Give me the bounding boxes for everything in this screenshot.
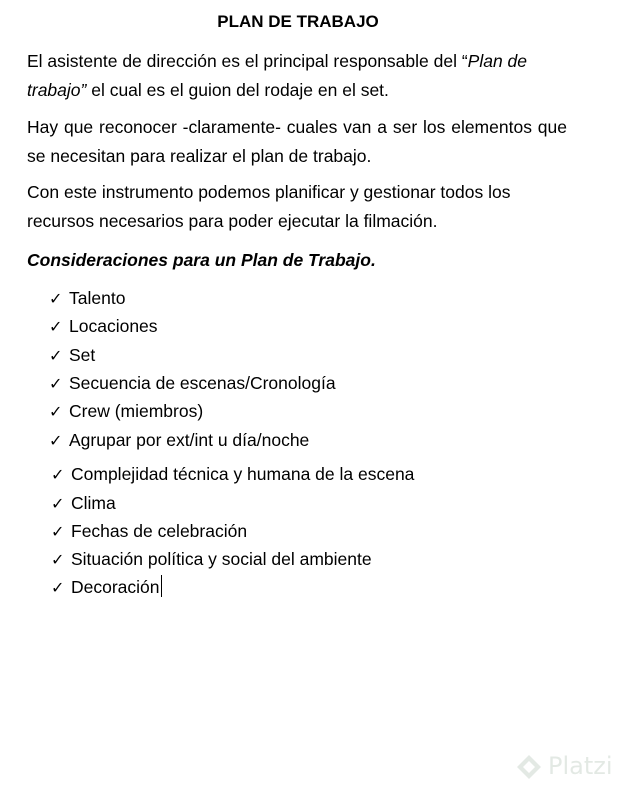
paragraph-instrument: Con este instrumento podemos planificar y gestionar todos los recursos necesarios para poder ejecutar la filmación. [27,182,511,231]
checklist-item-text: Talento [69,288,126,308]
checklist-item [49,341,95,369]
checkmark-icon: ✓ [51,496,65,513]
checklist-item [49,369,336,397]
paragraph-intro [27,47,567,105]
platzi-logo-icon [516,754,542,780]
checklist-item [49,284,125,312]
checkmark-icon: ✓ [51,467,65,484]
checklist-item [51,489,116,517]
checkmark-icon: ✓ [51,580,65,597]
checklist-item-text: Agrupar por ext/int u día/noche [69,430,310,450]
document-title: PLAN DE TRABAJO [217,12,379,31]
paragraph-intro-italic: Plan de trabajo” [27,51,528,100]
checklist-item-text: Situación política y social del ambiente [71,549,372,569]
checkmark-icon: ✓ [49,348,63,365]
checklist-item-text: Locaciones [69,316,158,336]
checkmark-icon: ✓ [49,291,63,308]
checklist-item-text: Complejidad técnica y humana de la escena [71,464,415,484]
checkmark-icon: ✓ [49,319,63,336]
paragraph-intro-text: El asistente de dirección es el principal responsable del “ [27,51,468,71]
checklist-item [49,397,203,425]
checkmark-icon: ✓ [49,404,63,421]
checkmark-icon: ✓ [49,433,63,450]
text-cursor[interactable] [161,575,162,597]
checklist-item-text: Fechas de celebración [71,521,248,541]
checklist-item [51,460,414,488]
checkmark-icon: ✓ [51,552,65,569]
paragraph-elements: Hay que reconocer -claramente- cuales van a ser los elementos que se necesitan para realizar el plan de trabajo. [27,117,567,166]
checklist-item [51,545,372,573]
checklist-item [51,517,247,545]
checklist-item-text: Decoración [71,577,160,597]
paragraph-intro-rest: el cual es el guion del rodaje en el set. [86,80,389,100]
watermark-brand: Platzi [548,752,613,780]
platzi-watermark [516,750,614,782]
checklist-item-text: Set [69,345,96,365]
checkmark-icon: ✓ [51,524,65,541]
section-heading: Consideraciones para un Plan de Trabajo. [27,250,376,270]
checklist-item-text: Crew (miembros) [69,401,204,421]
checklist-item-text: Clima [71,493,116,513]
checklist-item [51,573,162,601]
checklist-item [49,426,309,454]
checkmark-icon: ✓ [49,376,63,393]
checklist-item [49,312,158,340]
checklist-item-text: Secuencia de escenas/Cronología [69,373,336,393]
